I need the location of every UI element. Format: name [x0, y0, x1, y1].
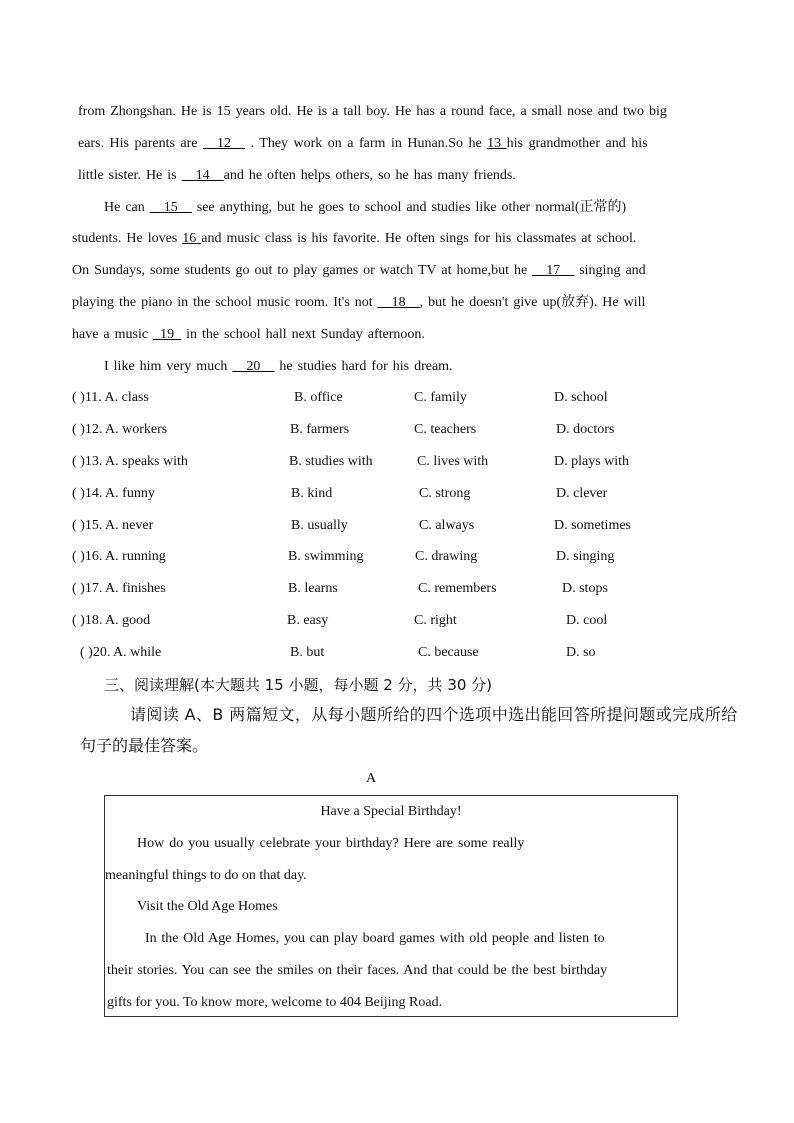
passage-line-2 [78, 134, 648, 154]
box-title: Have a Special Birthday! [320, 804, 462, 819]
option-b: B. learns [288, 581, 338, 596]
blank-14: __14__ [181, 168, 224, 183]
blank-20: __20__ [232, 359, 275, 374]
passage-line-8 [72, 325, 425, 345]
option-a: ( )13. A. speaks with [72, 454, 188, 469]
option-a: ( )18. A. good [72, 613, 151, 628]
option-b: B. swimming [288, 549, 364, 564]
option-d: D. plays with [554, 454, 630, 469]
passage-text: ears. His parents are [78, 136, 204, 151]
section-heading: 三、阅读理解(本大题共 15 小题，每小题 2 分，共 30 分) [104, 676, 493, 694]
option-c: C. strong [419, 486, 471, 501]
passage-text: have a music [72, 327, 154, 342]
option-d: D. stops [562, 581, 608, 596]
passage-line-9 [104, 357, 453, 377]
passage-text: , but he doesn't give up(放弃). He will [419, 295, 646, 310]
passage-line-5 [72, 229, 636, 249]
option-b: B. studies with [289, 454, 373, 469]
option-b: B. office [294, 390, 343, 405]
option-c: C. family [414, 390, 467, 405]
option-d: D. school [554, 390, 608, 405]
option-d: D. singing [556, 549, 615, 564]
passage-line-3 [78, 166, 516, 186]
option-d: D. sometimes [554, 518, 631, 533]
passage-text: students. He loves [72, 231, 183, 246]
passage-line-7 [72, 293, 645, 313]
option-a: ( )16. A. running [72, 549, 166, 564]
passage-text: from Zhongshan. He is 15 years old. He is a tall boy. He has a round face, a small nose and two big [78, 104, 667, 119]
option-c: C. always [419, 518, 475, 533]
box-paragraph-2-line-2: their stories. You can see the smiles on their faces. And that could be the best birthday [107, 963, 608, 978]
passage-line-4 [104, 198, 626, 218]
passage-text: I like him very much [104, 359, 233, 374]
option-b: B. kind [291, 486, 333, 501]
option-c: C. right [414, 613, 457, 628]
passage-text: . They work on a farm in Hunan.So he [245, 136, 488, 151]
option-c: C. because [418, 645, 479, 660]
option-b: B. easy [287, 613, 329, 628]
option-a: ( )12. A. workers [72, 422, 168, 437]
passage-line-1 [78, 102, 667, 122]
blank-19: _19_ [153, 327, 182, 342]
blank-16: 16 [182, 231, 202, 246]
blank-13: 13 [487, 136, 507, 151]
box-paragraph-2-line-1: In the Old Age Homes, you can play board games with old people and listen to [145, 931, 605, 946]
passage-text: and music class is his favorite. He often sings for his classmates at school. [201, 231, 637, 246]
option-a: ( )15. A. never [72, 518, 154, 533]
box-paragraph-2-line-3: gifts for you. To know more, welcome to 404 Beijing Road. [107, 995, 443, 1010]
passage-text: he studies hard for his dream. [274, 359, 453, 374]
option-d: D. doctors [556, 422, 615, 437]
option-c: C. remembers [418, 581, 497, 596]
option-c: C. drawing [415, 549, 478, 564]
passage-text: singing and [574, 263, 646, 278]
option-a: ( )11. A. class [72, 390, 149, 405]
passage-text: see anything, but he goes to school and studies like other normal(正常的) [191, 200, 627, 215]
passage-text: and he often helps others, so he has many friends. [223, 168, 516, 183]
instruction-line-2: 句子的最佳答案。 [80, 736, 209, 755]
passage-text: his grandmother and his [506, 136, 648, 151]
box-subheading: Visit the Old Age Homes [137, 899, 278, 914]
option-a: ( )14. A. funny [72, 486, 155, 501]
passage-text: On Sundays, some students go out to play games or watch TV at home,but he [72, 263, 533, 278]
passage-line-6 [72, 261, 646, 281]
passage-a-box [104, 795, 678, 1017]
instruction-line-1: 请阅读 A、B 两篇短文，从每小题所给的四个选项中选出能回答所提问题或完成所给 [130, 705, 738, 724]
passage-text: playing the piano in the school music room. It's not [72, 295, 378, 310]
option-c: C. lives with [417, 454, 489, 469]
blank-17: __17__ [532, 263, 575, 278]
blank-15: __15__ [149, 200, 192, 215]
option-b: B. but [290, 645, 325, 660]
passage-text: in the school hall next Sunday afternoon. [181, 327, 425, 342]
option-b: B. usually [291, 518, 348, 533]
blank-18: __18__ [377, 295, 420, 310]
option-d: D. clever [556, 486, 608, 501]
box-paragraph-1-line-1: How do you usually celebrate your birthday? Here are some really [137, 836, 525, 851]
passage-text: little sister. He is [78, 168, 182, 183]
option-a: ( )17. A. finishes [72, 581, 166, 596]
option-d: D. so [566, 645, 596, 660]
option-b: B. farmers [290, 422, 350, 437]
option-d: D. cool [566, 613, 608, 628]
passage-text: He can [104, 200, 150, 215]
option-c: C. teachers [414, 422, 477, 437]
box-paragraph-1-line-2: meaningful things to do on that day. [105, 868, 307, 883]
option-a: ( )20. A. while [80, 645, 162, 660]
blank-12: __12__ [203, 136, 246, 151]
passage-a-label: A [366, 771, 377, 786]
